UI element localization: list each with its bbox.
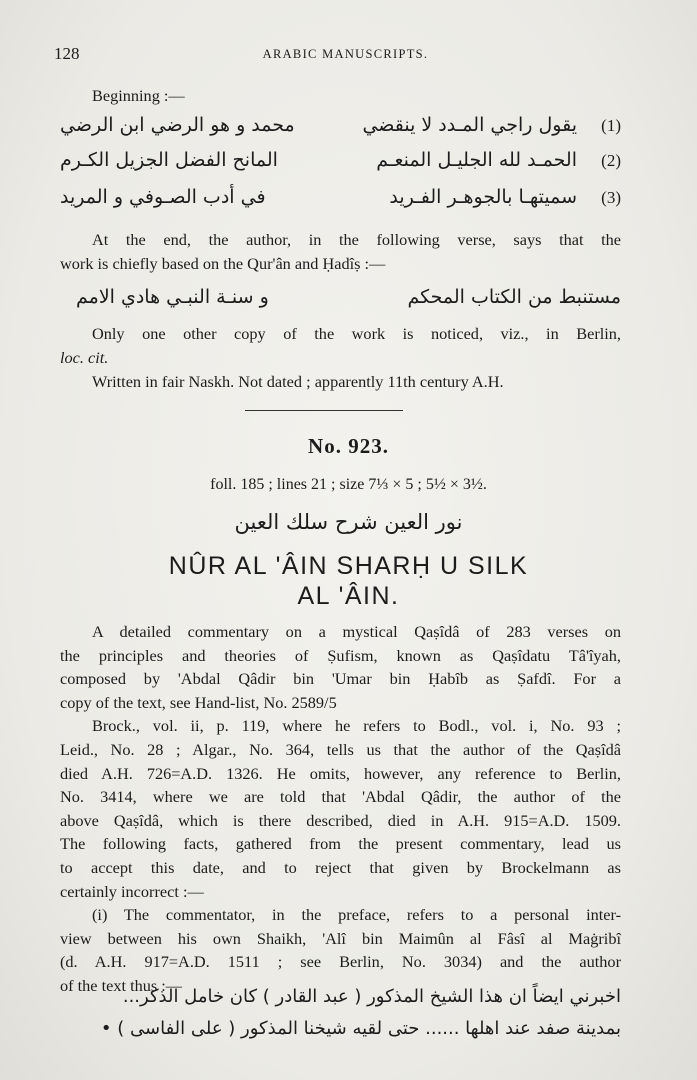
arabic-line-3-left: في أدب الصـوفي و المريد bbox=[60, 186, 266, 208]
arabic-verse-left: و سنـة النبـي هادي الامم bbox=[76, 286, 269, 308]
arabic-verse bbox=[76, 284, 621, 316]
page-header bbox=[54, 44, 637, 66]
arabic-line-3-right: سميتهـا بالجوهـر الفـريد bbox=[389, 186, 577, 208]
p2-line-3: died A.H. 726=A.D. 1326. He omits, however, any reference to Berlin, bbox=[60, 763, 621, 783]
arabic-line-1-number: (1) bbox=[601, 116, 621, 135]
p1-line-4: copy of the text, see Hand-list, No. 2589/5 bbox=[60, 692, 337, 712]
beginning-label: Beginning :— bbox=[92, 86, 185, 105]
p3-line-3: (d. A.H. 917=A.D. 1511 ; see Berlin, No. 3034) and the author bbox=[60, 952, 621, 972]
arabic-line-2-number: (2) bbox=[601, 151, 621, 170]
end-verse-intro bbox=[60, 228, 621, 276]
p2-line-7: to accept this date, and to reject that given by Brockelmann as bbox=[60, 857, 621, 877]
p1-line-2: the principles and theories of Ṣufism, known as Qaṣîdatu Tâ'îyah, bbox=[60, 645, 621, 665]
folio-description: foll. 185 ; lines 21 ; size 7⅓ × 5 ; 5½ × 3½. bbox=[210, 476, 487, 493]
p2-line-6: The following facts, gathered from the present commentary, lead us bbox=[60, 834, 621, 854]
end-line-1: At the end, the author, in the following verse, says that the bbox=[92, 230, 621, 249]
end-line-2: work is chiefly based on the Qur'ân and Ḥadîṣ :— bbox=[60, 254, 386, 273]
p2-line-1: Brock., vol. ii, p. 119, where he refers to Bodl., vol. i, No. 93 ; bbox=[92, 716, 621, 736]
arabic-line-1-left: محمد و هو الرضي ابن الرضي bbox=[60, 114, 295, 136]
p1-line-3: composed by 'Abdal Qâdir bin 'Umar bin Ḥabîb as Ṣafdî. For a bbox=[60, 669, 621, 689]
arabic-line-1 bbox=[60, 112, 621, 146]
written-note: Written in fair Naskh. Not dated ; apparently 11th century A.H. bbox=[92, 372, 504, 391]
commentary-text bbox=[60, 620, 621, 998]
p1-line-1: A detailed commentary on a mystical Qaṣîdâ of 283 verses on bbox=[92, 622, 621, 641]
p2-line-2: Leid., No. 28 ; Algar., No. 364, tells us that the author of the Qaṣîdâ bbox=[60, 739, 621, 759]
title-line-1: NÛR AL 'ÂIN SHARḤ U SILK bbox=[168, 552, 529, 580]
arabic-line-2-left: المانح الفضل الجزيل الكـرم bbox=[60, 149, 278, 171]
arabic-title: نور العين شرح سلك العين bbox=[234, 510, 463, 534]
copy-note bbox=[60, 322, 621, 394]
p2-line-4: No. 3414, where we are told that 'Abdal Qâdir, the author of the bbox=[60, 787, 621, 807]
copy-line-1: Only one other copy of the work is noticed, viz., in Berlin, bbox=[92, 324, 621, 343]
arabic-line-2-right: الحمـد لله الجليـل المنعـم bbox=[376, 149, 577, 171]
beginning-label-block bbox=[60, 84, 621, 108]
p3-line-1: (i) The commentator, in the preface, refers to a personal inter- bbox=[92, 905, 621, 925]
p2-line-8: certainly incorrect :— bbox=[60, 881, 204, 901]
copy-line-2: loc. cit. bbox=[60, 348, 109, 367]
arabic-quote-line-1: اخبرني ايضاً ان هذا الشيخ المذكور ( عبد القادر ) كان خامل الذكر... bbox=[122, 986, 621, 1007]
p2-line-5: above Qaṣîdâ, which is there described, died in A.H. 915=A.D. 1509. bbox=[60, 810, 621, 830]
arabic-line-1-right: يقول راجي المـدد لا ينقضي bbox=[362, 114, 577, 136]
arabic-verse-right: مستنبط من الكتاب المحكم bbox=[407, 286, 621, 308]
entry-number: No. 923. bbox=[308, 434, 389, 458]
running-head: ARABIC MANUSCRIPTS. bbox=[262, 47, 429, 61]
arabic-quote-line-2: بمدينة صفد عند اهلها ...... حتى لقيه شيخنا المذكور ( على الفاسى ) • bbox=[100, 1018, 621, 1039]
arabic-line-3-number: (3) bbox=[601, 188, 621, 207]
title-line-2: AL 'ÂIN. bbox=[297, 582, 400, 610]
p3-line-4: of the text thus :— bbox=[60, 975, 183, 995]
section-divider bbox=[245, 410, 403, 411]
p3-line-2: view between his own Shaikh, 'Alî bin Maimûn al Fâsî al Maġribî bbox=[60, 928, 621, 948]
arabic-line-3 bbox=[60, 184, 621, 218]
page-number: 128 bbox=[54, 44, 80, 63]
arabic-line-2 bbox=[60, 147, 621, 181]
